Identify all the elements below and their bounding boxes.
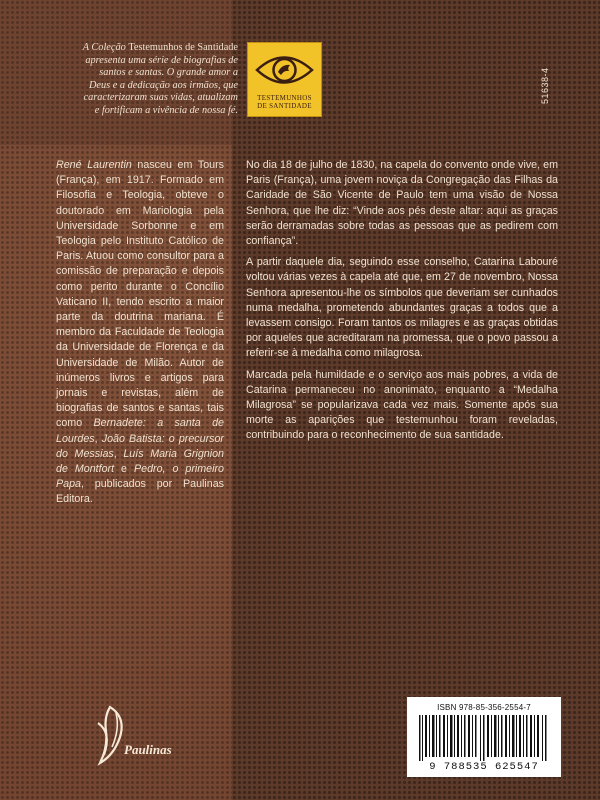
- eye-dove-icon: [254, 47, 315, 93]
- series-logo: [247, 42, 322, 117]
- book-title: Luís Maria Grignion de Montfort: [56, 447, 224, 476]
- author-name: René Laurentin: [56, 159, 132, 171]
- synopsis-paragraph-3: Marcada pela humildade e o serviço aos mais pobres, a vida de Catarina permaneceu no anonimato, enquanto a “Medalha Milagrosa” se popularizava cada vez mais. Somente após sua morte as aparições que testemunhou foram reveladas, contribuindo para o reconhecimento de sua santidade.: [246, 368, 558, 442]
- book-title: Pedro, o primeiro Papa: [56, 463, 224, 491]
- logo-line-1: TESTEMUNHOS: [257, 94, 312, 102]
- product-code: 51638-4: [540, 67, 550, 105]
- barcode-icon: [417, 715, 551, 761]
- barcode-digits: 9 788535 625547: [429, 761, 539, 773]
- publisher-logo: [90, 703, 200, 775]
- logo-line-2: DE SANTIDADE: [257, 102, 312, 110]
- book-title: João Batista: o precursor do Messias: [56, 432, 224, 460]
- series-blurb: A Coleção Testemunhos de Santidade apresenta uma série de biografias de santos e santas. O grande amor a Deus e a dedicação aos irmãos, que caracterizaram suas vidas, atualizam e fortificam a vivência de nossa fé.: [82, 42, 238, 116]
- author-bio: René Laurentin nasceu em Tours (França), em 1917. Formado em Filosofia e Teologia, obteve o doutorado em Mariologia pela Universidade Sorbonne e em Teologia pelo Instituto Católico de Paris. Atuou como consultor para a comissão de preparação e depois como perito durante o Concílio Vaticano II, tendo escrito a maior parte da doutrina mariana. É membro da Faculdade de Teologia da Universidade de Florença e da Universidade de Milão. Autor de inúmeros livros e artigos para jornais e revistas, além de biografias de santos e santas, tais como Bernadete: a santa de Lourdes, João Batista: o precursor do Messias, Luís Maria Grignion de Montfort e Pedro, o primeiro Papa, publicados por Paulinas Editora.: [56, 159, 224, 506]
- barcode-panel: [407, 697, 561, 777]
- publisher-name: Paulinas: [124, 742, 172, 757]
- series-name: Testemunhos de Santidade: [128, 42, 238, 53]
- book-title: Bernadete: a santa de Lourdes: [56, 417, 224, 445]
- isbn-text: ISBN 978-85-356-2554-7: [437, 703, 531, 712]
- synopsis: [246, 158, 558, 450]
- synopsis-paragraph-1: No dia 18 de julho de 1830, na capela do convento onde vive, em Paris (França), uma jovem noviça da Congregação das Filhas da Caridade de São Vicente de Paulo tem uma visão de Nossa Senhora, que lhe diz: “Vinde aos pés deste altar: aqui as graças serão derramadas sobre todas as pessoas que as pedirem com confiança”.: [246, 159, 558, 248]
- synopsis-paragraph-2: A partir daquele dia, seguindo esse conselho, Catarina Labouré voltou várias vezes à capela até que, em 27 de novembro, Nossa Senhora apresentou-lhe os símbolos que deveriam ser cunhados numa medalha, prometendo abundantes graças a todos que a levassem consigo. Foram tantos os milagres e as graças obtidas por aqueles que acreditaram na promessa, que o povo passou a referir-se à medalha como milagrosa.: [246, 256, 558, 360]
- publisher-emblem-icon: [90, 703, 130, 769]
